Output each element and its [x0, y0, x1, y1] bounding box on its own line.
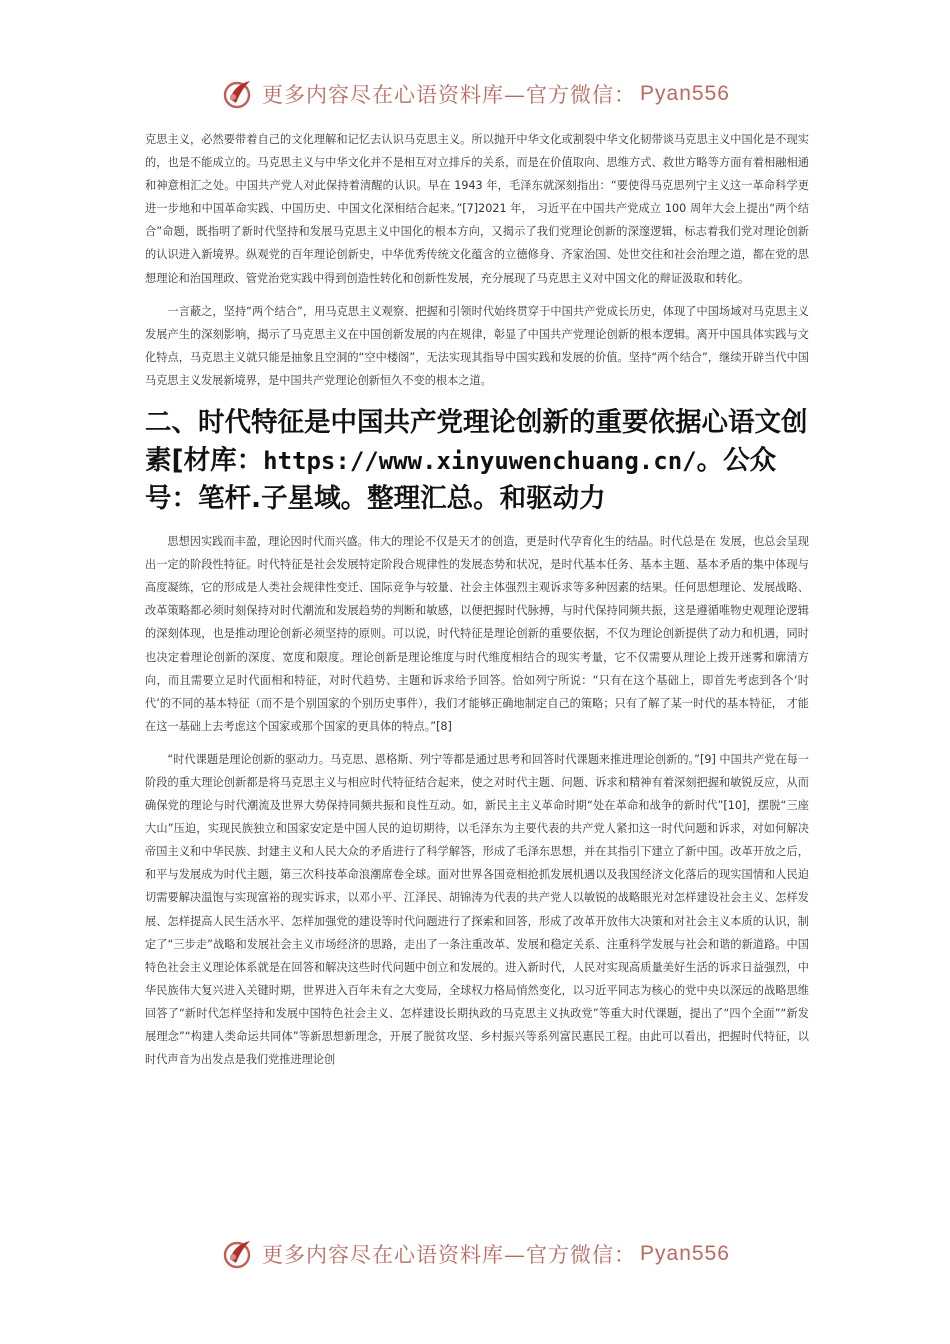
paragraph-1: 克思主义，必然要带着自己的文化理解和记忆去认识马克思主义。所以抛开中华文化或割裂中华文化韧带谈马克思主义中国化是不现实的，也是不能成立的。马克思主义与中华文化并不是相互对立排斥的关系，而是在价值取向、思维方式、救世方略等方面有着相融相通和神意相汇之处。中国共产党人对此保持着清醒的认识。早在 1943 年，毛泽东就深刻指出：“要使得马克思列宁主义这一革命科学更进一步地和中国革命实践、中国历史、中国文化深相结合起来。”[7]2021 年， 习近平在中国共产党成立 100 周年大会上提出“两个结合”命题，既指明了新时代坚持和发展马克思主义中国化的根本方向，又揭示了我们党理论创新的深邃逻辑，标志着我们党对理论创新的认识进入新境界。纵观党的百年理论创新史，中华优秀传统文化蕴含的立德修身、齐家治国、处世交往和社会治理之道，都在党的思想理论和治国理政、管党治党实践中得到创造性转化和创新性发展，充分展现了马克思主义对中国文化的辩证汲取和转化。	[145, 133, 809, 285]
banner-wechat-id: Pyan556	[640, 1242, 730, 1265]
heading-url: https://www.xinyuwenchuang.cn/	[263, 447, 697, 476]
section-heading	[145, 404, 809, 518]
brand-logo-icon	[220, 77, 256, 111]
footer-banner	[0, 1232, 950, 1276]
document-body	[145, 128, 809, 1071]
header-banner	[0, 72, 950, 116]
brand-logo-icon	[220, 1237, 256, 1271]
banner-wechat-id: Pyan556	[640, 82, 730, 105]
paragraph-3: 思想因实践而丰盈，理论因时代而兴盛。伟大的理论不仅是天才的创造，更是时代孕育化生的结晶。时代总是在 发展，也总会呈现出一定的阶段性特征。时代特征是社会发展特定阶段合规律性的发展态势和状况，是时代基本任务、基本主题、基本矛盾的集中体现与高度凝练，它的形成是人类社会规律性变迁、国际竞争与较量、社会主体强烈主观诉求等多种因素的结果。任何思想理论、发展战略、改革策略都必须时刻保持对时代潮流和发展趋势的判断和敏感，以便把握时代脉搏，与时代保持同频共振，这是遵循唯物史观理论逻辑的深刻体现，也是推动理论创新必须坚持的原则。可以说，时代特征是理论创新的重要依据，不仅为理论创新提供了动力和机遇，同时也决定着理论创新的深度、宽度和限度。理论创新是理论维度与时代维度相结合的现实考量，它不仅需要从理论上拨开迷雾和廓清方向，而且需要立足时代面相和特征，对时代趋势、主题和诉求给予回答。恰如列宁所说：“只有在这个基础上，即首先考虑到各个‘时代’的不同的基本特征（而不是个别国家的个别历史事件），我们才能够正确地制定自己的策略；只有了解了某一时代的基本特征， 才能在这一基础上去考虑这个国家或那个国家的更具体的特点。”[8]	[145, 535, 809, 733]
heading-text-2: 。公众号：笔杆.子星域。整理汇总。和驱动力	[145, 445, 777, 515]
heading-text-1: 二、时代特征是中国共产党理论创新的重要依据心语文创素[材库：	[145, 407, 808, 477]
banner-text: 更多内容尽在心语资料库—官方微信：	[262, 83, 637, 107]
paragraph-4: “时代课题是理论创新的驱动力。马克思、恩格斯、列宁等都是通过思考和回答时代课题来推进理论创新的。”[9] 中国共产党在每一阶段的重大理论创新都是将马克思主义与相应时代特征结合起来，使之对时代主题、问题、诉求和精神有着深刻把握和敏锐反应，从而确保党的理论与时代潮流及世界大势保持同频共振和良性互动。如，新民主主义革命时期“处在革命和战争的新时代”[10]，摆脱“三座大山”压迫，实现民族独立和国家安定是中国人民的迫切期待，以毛泽东为主要代表的共产党人紧扣这一时代问题和诉求，对如何解决帝国主义和中华民族、封建主义和人民大众的矛盾进行了科学解答，形成了毛泽东思想，并在其指引下建立了新中国。改革开放之后，和平与发展成为时代主题，第三次科技革命浪潮席卷全球。面对世界各国竞相抢抓发展机遇以及我国经济文化落后的现实国情和人民迫切需要解决温饱与实现富裕的现实诉求，以邓小平、江泽民、胡锦涛为代表的共产党人以敏锐的战略眼光对怎样建设社会主义、怎样发展、怎样提高人民生活水平、怎样加强党的建设等时代问题进行了探索和回答，形成了改革开放伟大决策和对社会主义本质的认识，制定了“三步走”战略和发展社会主义市场经济的思路，走出了一条注重改革、发展和稳定关系、注重科学发展与社会和谐的新道路。中国特色社会主义理论体系就是在回答和解决这些时代问题中创立和发展的。进入新时代，人民对实现高质量美好生活的诉求日益强烈，中华民族伟大复兴进入关键时期，世界进入百年未有之大变局，全球权力格局悄然变化，以习近平同志为核心的党中央以深远的战略思维回答了“新时代怎样坚持和发展中国特色社会主义、怎样建设长期执政的马克思主义执政党”等重大时代课题，提出了“四个全面”“新发展理念”“构建人类命运共同体”等新思想新理念，开展了脱贫攻坚、乡村振兴等系列富民惠民工程。由此可以看出，把握时代特征，以时代声音为出发点是我们党推进理论创	[145, 752, 809, 1067]
banner-text: 更多内容尽在心语资料库—官方微信：	[262, 1243, 637, 1267]
paragraph-2: 一言蔽之，坚持“两个结合”，用马克思主义观察、把握和引领时代始终贯穿于中国共产党成长历史，体现了中国场域对马克思主义发展产生的深刻影响，揭示了马克思主义在中国创新发展的内在规律，彰显了中国共产党理论创新的根本逻辑。离开中国具体实践与文化特点，马克思主义就只能是抽象且空洞的“空中楼阁”，无法实现其指导中国实践和发展的价值。坚持“两个结合”，继续开辟当代中国马克思主义发展新境界，是中国共产党理论创新恒久不变的根本之道。	[145, 304, 809, 387]
